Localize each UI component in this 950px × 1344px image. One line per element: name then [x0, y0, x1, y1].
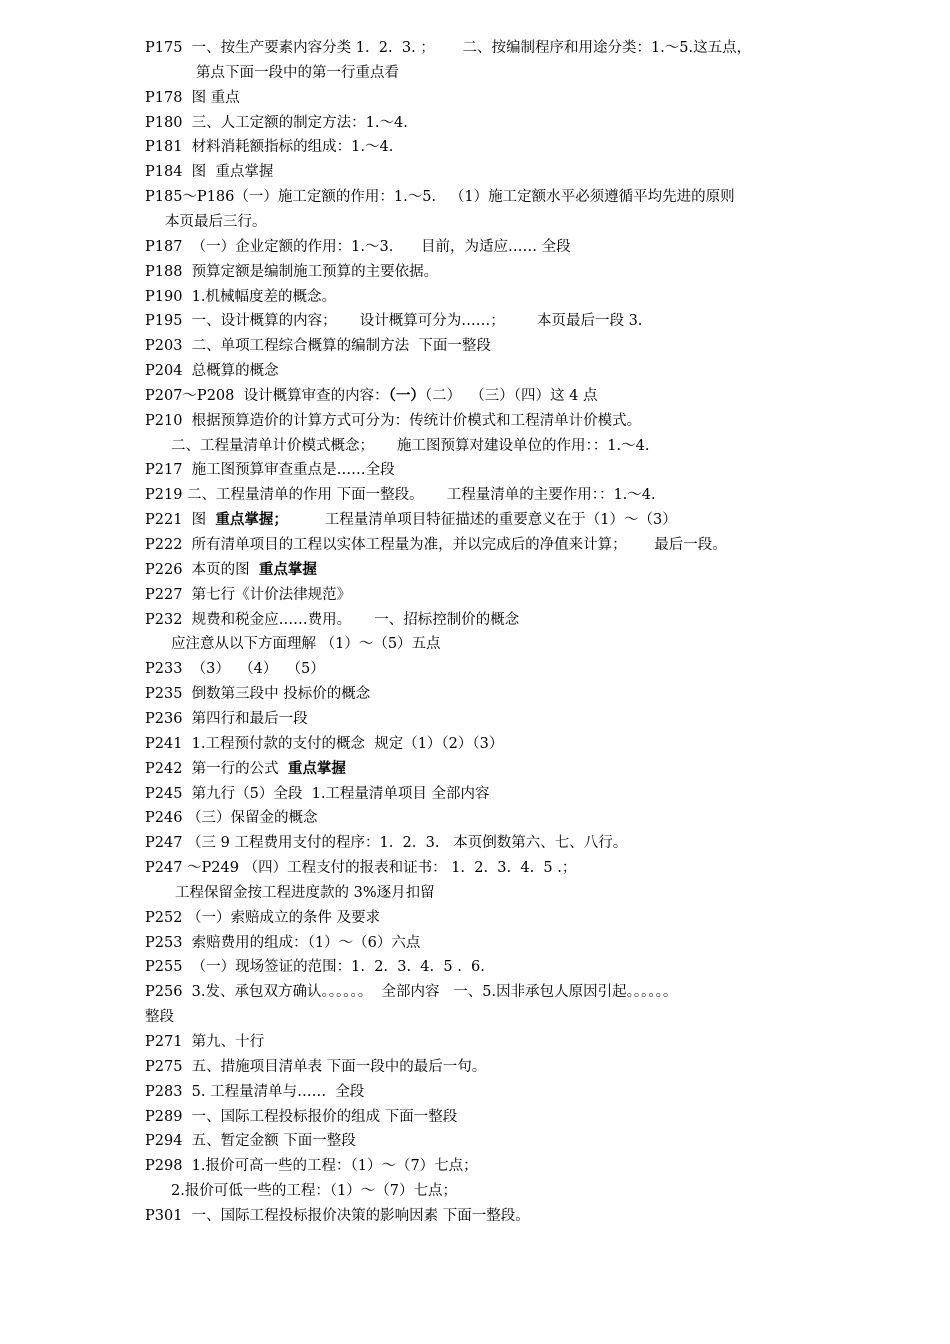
- line-text: P256 3.发、承包双方确认。。。。。。 全部内容 一、5.因非承包人原因引起。。。。。。: [145, 984, 678, 1001]
- line-text: 整段: [145, 1009, 174, 1026]
- text-line: [145, 659, 325, 679]
- text-line: [145, 535, 727, 555]
- line-text: P294 五、暂定金额 下面一整段: [145, 1133, 356, 1150]
- text-line: [145, 162, 273, 182]
- line-text: P188 预算定额是编制施工预算的主要依据。: [145, 263, 439, 280]
- text-line: [145, 858, 576, 878]
- line-text: P175 一、按生产要素内容分类 1. 2. 3. ； 二、按编制程序和用途分类：1.～5.这五点，: [145, 40, 752, 56]
- line-text: P253 索赔费用的组成：（1）～（6）六点: [145, 934, 421, 951]
- line-text: P247 ～P249 （四）工程支付的报表和证书： 1. 2. 3. 4. 5 .；: [145, 860, 577, 877]
- line-text: P242 第一行的公式: [145, 760, 288, 777]
- text-line: [145, 38, 751, 58]
- bold-emphasis-text: 重点掌握: [258, 560, 317, 578]
- line-text: 第点下面一段中的第一行重点看: [196, 64, 399, 81]
- text-line: [145, 485, 656, 505]
- text-line: [145, 560, 317, 580]
- line-text: P275 五、措施项目清单表 下面一段中的最后一句。: [145, 1058, 487, 1075]
- line-text: P181 材料消耗额指标的组成：1.～4.: [145, 139, 394, 156]
- line-text: P190 1.机械幅度差的概念。: [145, 288, 336, 305]
- text-line: [145, 510, 677, 530]
- bold-emphasis-text: （一）: [388, 386, 425, 404]
- text-line: [165, 212, 267, 232]
- line-text: P185～P186（一）施工定额的作用：1.～5. （1）施工定额水平必须遵循平均先进的原则: [145, 189, 735, 206]
- line-text: P219 二、工程量清单的作用 下面一整段。 工程量清单的主要作用：：1.～4.: [145, 487, 656, 504]
- line-text: P246 （三）保留金的概念: [145, 810, 318, 827]
- line-text: P204 总概算的概念: [145, 363, 279, 380]
- text-line: [145, 734, 503, 754]
- text-line: [145, 311, 642, 331]
- text-line: [145, 411, 641, 431]
- text-line: [145, 908, 380, 928]
- line-text: 二、工程量清单计价模式概念； 施工图预算对建设单位的作用：：1.～4.: [171, 437, 650, 454]
- line-text: 工程量清单项目特征描述的重要意义在于（1）～（3）: [287, 512, 677, 529]
- line-text: P226 本页的图: [145, 561, 259, 578]
- text-line: [171, 634, 441, 654]
- text-line: [145, 1131, 356, 1151]
- text-line: [145, 287, 336, 307]
- line-text: P235 倒数第三段中 投标价的概念: [145, 686, 371, 703]
- line-text: P217 施工图预算审查重点是……全段: [145, 462, 395, 479]
- text-line: [145, 933, 420, 953]
- text-line: [145, 262, 438, 282]
- text-line: [145, 833, 627, 853]
- bold-emphasis-text: 重点掌握: [287, 759, 346, 777]
- line-text: P255 （一）现场签证的范围：1. 2. 3. 4. 5 . 6.: [145, 959, 485, 976]
- text-line: [145, 759, 346, 779]
- text-line: [145, 808, 318, 828]
- line-text: P222 所有清单项目的工程以实体工程量为准，并以完成后的净值来计算； 最后一段。: [145, 537, 727, 553]
- line-text: P187 （一）企业定额的作用：1.～3. 目前，为适应…… 全段: [145, 238, 571, 255]
- line-text: P271 第九、十行: [145, 1034, 265, 1050]
- text-line: [145, 709, 308, 729]
- text-line: [145, 1107, 457, 1127]
- line-text: P207～P208 设计概算审查的内容：: [145, 387, 389, 404]
- text-line: [145, 1206, 530, 1226]
- line-text: 本页最后三行。: [165, 213, 267, 230]
- text-line: [145, 237, 571, 257]
- line-text: （二） （三）（四）这 4 点: [424, 387, 598, 404]
- text-line: [145, 113, 408, 133]
- text-line: [145, 684, 370, 704]
- text-line: [145, 1057, 486, 1077]
- line-text: P195 一、设计概算的内容； 设计概算可分为……； 本页最后一段 3.: [145, 313, 643, 330]
- line-text: P252 （一）索赔成立的条件 及要求: [145, 909, 381, 926]
- line-text: P232 规费和税金应……费用。 一、招标控制价的概念: [145, 611, 520, 628]
- text-line: [145, 1007, 174, 1027]
- line-text: P298 1.报价可高一些的工程：（1）～（7）七点；: [145, 1158, 478, 1175]
- line-text: P283 5. 工程量清单与…… 全段: [145, 1083, 365, 1100]
- line-text: P236 第四行和最后一段: [145, 710, 308, 727]
- text-line: [145, 982, 677, 1002]
- line-text: 2.报价可低一些的工程：（1）～（7）七点；: [171, 1183, 458, 1200]
- bold-emphasis-text: 重点掌握；: [215, 511, 288, 529]
- line-text: 工程保留金按工程进度款的 3%逐月扣留: [175, 884, 435, 901]
- line-text: P233 （3） （4） （5）: [145, 661, 325, 678]
- line-text: P184 图 重点掌握: [145, 164, 274, 181]
- line-text: P241 1.工程预付款的支付的概念 规定（1）（2）（3）: [145, 735, 504, 752]
- text-line: [145, 361, 279, 381]
- line-text: P289 一、国际工程投标报价的组成 下面一整段: [145, 1108, 458, 1125]
- text-line: [145, 585, 351, 605]
- line-text: P178 图 重点: [145, 89, 240, 106]
- text-line: [196, 63, 399, 83]
- text-line: [145, 610, 519, 630]
- text-line: [145, 460, 395, 480]
- line-text: P210 根据预算造价的计算方式可分为：传统计价模式和工程清单计价模式。: [145, 412, 642, 429]
- text-line: [145, 957, 485, 977]
- line-text: 应注意从以下方面理解 （1）～（5）五点: [171, 636, 441, 653]
- line-text: P203 二、单项工程综合概算的编制方法 下面一整段: [145, 338, 491, 355]
- text-line: [145, 1032, 264, 1052]
- text-line: [145, 1156, 478, 1176]
- text-line: [145, 336, 491, 356]
- line-text: P227 第七行《计价法律规范》: [145, 586, 352, 603]
- text-line: [171, 1181, 457, 1201]
- text-line: [145, 784, 490, 804]
- line-text: P221 图: [145, 512, 216, 529]
- text-line: [145, 137, 393, 157]
- text-line: [145, 1082, 364, 1102]
- text-line: [145, 386, 598, 406]
- text-line: [145, 88, 240, 108]
- line-text: P301 一、国际工程投标报价决策的影响因素 下面一整段。: [145, 1207, 530, 1224]
- text-line: [171, 436, 649, 456]
- text-line: [175, 883, 435, 903]
- line-text: P247 （三 9 工程费用支付的程序：1. 2. 3. 本页倒数第六、七、八行。: [145, 835, 628, 852]
- line-text: P180 三、人工定额的制定方法：1.～4.: [145, 114, 408, 131]
- line-text: P245 第九行（5）全段 1.工程量清单项目 全部内容: [145, 785, 490, 802]
- text-line: [145, 187, 735, 207]
